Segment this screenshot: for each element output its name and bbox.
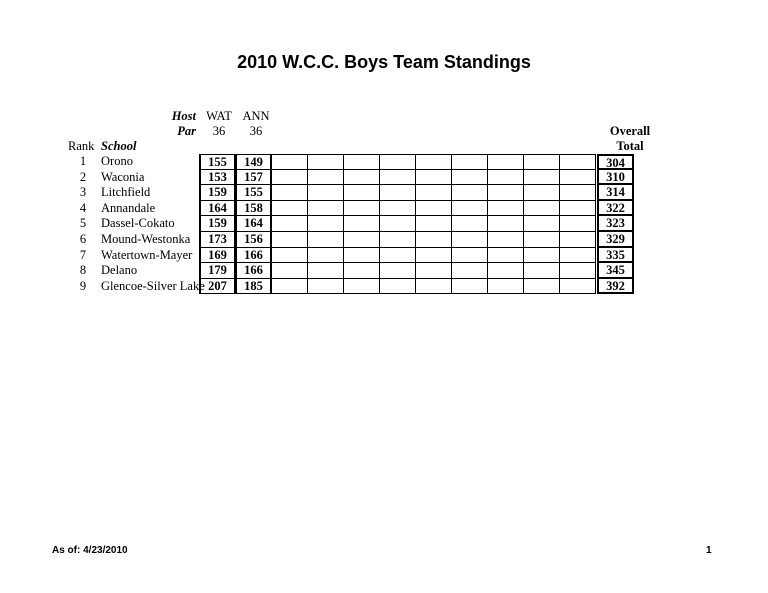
school-cell: Litchfield bbox=[101, 185, 151, 200]
rank-cell: 5 bbox=[79, 216, 87, 231]
empty-score-cell bbox=[415, 170, 452, 186]
score-cell-2: 157 bbox=[235, 170, 272, 186]
empty-score-cell bbox=[343, 279, 380, 295]
empty-score-cell bbox=[559, 248, 596, 264]
course-host-1: WAT bbox=[206, 109, 232, 123]
empty-score-cell bbox=[415, 154, 452, 170]
table-row bbox=[66, 185, 634, 201]
rank-cell: 7 bbox=[79, 247, 87, 262]
rank-cell: 9 bbox=[79, 278, 87, 293]
score-cell-2: 185 bbox=[235, 279, 272, 295]
table-row bbox=[66, 248, 634, 264]
table-row bbox=[66, 170, 634, 186]
empty-score-cell bbox=[379, 201, 416, 217]
empty-score-cell bbox=[487, 248, 524, 264]
empty-score-cell bbox=[487, 154, 524, 170]
school-header: School bbox=[101, 139, 137, 153]
as-of-date: As of: 4/23/2010 bbox=[52, 545, 128, 556]
empty-score-cell bbox=[559, 263, 596, 279]
page-number: 1 bbox=[706, 545, 712, 556]
rank-cell: 2 bbox=[79, 169, 87, 184]
total-cell: 335 bbox=[597, 248, 634, 264]
score-cell-1: 207 bbox=[199, 279, 236, 295]
empty-score-cell bbox=[343, 216, 380, 232]
empty-score-cell bbox=[451, 279, 488, 295]
total-cell: 329 bbox=[597, 232, 634, 248]
empty-score-cell bbox=[271, 279, 308, 295]
empty-score-cell bbox=[451, 154, 488, 170]
score-cell-1: 155 bbox=[199, 154, 236, 170]
empty-score-cell bbox=[379, 185, 416, 201]
empty-score-cell bbox=[487, 279, 524, 295]
score-cell-2: 149 bbox=[235, 154, 272, 170]
empty-score-cell bbox=[523, 154, 560, 170]
empty-score-cell bbox=[271, 263, 308, 279]
empty-score-cell bbox=[487, 170, 524, 186]
empty-score-cell bbox=[415, 248, 452, 264]
rank-cell: 6 bbox=[79, 231, 87, 246]
empty-score-cell bbox=[271, 154, 308, 170]
empty-score-cell bbox=[379, 216, 416, 232]
empty-score-cell bbox=[451, 170, 488, 186]
page-title: 2010 W.C.C. Boys Team Standings bbox=[237, 52, 531, 72]
total-cell: 323 bbox=[597, 216, 634, 232]
table-row bbox=[66, 201, 634, 217]
empty-score-cell bbox=[451, 248, 488, 264]
course-host-2: ANN bbox=[242, 109, 270, 123]
total-cell: 345 bbox=[597, 263, 634, 279]
empty-score-cell bbox=[523, 248, 560, 264]
empty-score-cell bbox=[307, 248, 344, 264]
empty-score-cell bbox=[379, 170, 416, 186]
rank-cell: 3 bbox=[79, 185, 87, 200]
score-cell-1: 169 bbox=[199, 248, 236, 264]
empty-score-cell bbox=[307, 154, 344, 170]
score-cell-2: 155 bbox=[235, 185, 272, 201]
empty-score-cell bbox=[343, 170, 380, 186]
overall-header: Overall bbox=[609, 124, 651, 138]
score-cell-2: 156 bbox=[235, 232, 272, 248]
empty-score-cell bbox=[487, 232, 524, 248]
empty-score-cell bbox=[523, 263, 560, 279]
rank-header: Rank bbox=[68, 139, 95, 153]
empty-score-cell bbox=[343, 248, 380, 264]
empty-score-cell bbox=[451, 216, 488, 232]
empty-score-cell bbox=[523, 170, 560, 186]
score-cell-2: 158 bbox=[235, 201, 272, 217]
empty-score-cell bbox=[487, 185, 524, 201]
empty-score-cell bbox=[523, 185, 560, 201]
score-cell-2: 166 bbox=[235, 263, 272, 279]
empty-score-cell bbox=[343, 232, 380, 248]
table-row bbox=[66, 279, 634, 295]
empty-score-cell bbox=[271, 201, 308, 217]
score-cell-1: 164 bbox=[199, 201, 236, 217]
empty-score-cell bbox=[271, 216, 308, 232]
empty-score-cell bbox=[451, 185, 488, 201]
score-cell-1: 159 bbox=[199, 185, 236, 201]
total-cell: 322 bbox=[597, 201, 634, 217]
empty-score-cell bbox=[559, 154, 596, 170]
score-cell-1: 179 bbox=[199, 263, 236, 279]
school-cell: Orono bbox=[101, 154, 133, 168]
rank-cell: 4 bbox=[79, 200, 87, 215]
empty-score-cell bbox=[379, 232, 416, 248]
empty-score-cell bbox=[343, 263, 380, 279]
empty-score-cell bbox=[271, 170, 308, 186]
empty-score-cell bbox=[343, 154, 380, 170]
empty-score-cell bbox=[487, 201, 524, 217]
empty-score-cell bbox=[415, 263, 452, 279]
table-row bbox=[66, 216, 634, 232]
empty-score-cell bbox=[307, 263, 344, 279]
par-label: Par bbox=[177, 124, 196, 138]
table-row bbox=[66, 232, 634, 248]
empty-score-cell bbox=[415, 201, 452, 217]
total-header: Total bbox=[616, 139, 644, 153]
empty-score-cell bbox=[415, 232, 452, 248]
total-cell: 392 bbox=[597, 279, 634, 295]
school-cell: Annandale bbox=[101, 200, 156, 215]
empty-score-cell bbox=[451, 201, 488, 217]
empty-score-cell bbox=[559, 216, 596, 232]
empty-score-cell bbox=[523, 201, 560, 217]
course-par-2: 36 bbox=[249, 124, 263, 138]
school-cell: Watertown-Mayer bbox=[101, 247, 193, 262]
score-cell-1: 159 bbox=[199, 216, 236, 232]
empty-score-cell bbox=[271, 248, 308, 264]
empty-score-cell bbox=[307, 201, 344, 217]
table-row bbox=[66, 154, 634, 170]
empty-score-cell bbox=[415, 216, 452, 232]
empty-score-cell bbox=[487, 216, 524, 232]
empty-score-cell bbox=[559, 232, 596, 248]
empty-score-cell bbox=[523, 216, 560, 232]
empty-score-cell bbox=[307, 279, 344, 295]
score-cell-1: 153 bbox=[199, 170, 236, 186]
school-cell: Waconia bbox=[101, 169, 145, 184]
school-cell: Mound-Westonka bbox=[101, 231, 191, 246]
empty-score-cell bbox=[343, 201, 380, 217]
empty-score-cell bbox=[451, 232, 488, 248]
score-cell-1: 173 bbox=[199, 232, 236, 248]
empty-score-cell bbox=[379, 154, 416, 170]
rank-cell: 1 bbox=[79, 154, 87, 168]
score-cell-2: 166 bbox=[235, 248, 272, 264]
empty-score-cell bbox=[343, 185, 380, 201]
host-label: Host bbox=[171, 109, 196, 123]
empty-score-cell bbox=[307, 232, 344, 248]
empty-score-cell bbox=[379, 248, 416, 264]
course-par-1: 36 bbox=[212, 124, 226, 138]
empty-score-cell bbox=[487, 263, 524, 279]
total-cell: 310 bbox=[597, 170, 634, 186]
empty-score-cell bbox=[451, 263, 488, 279]
empty-score-cell bbox=[559, 201, 596, 217]
empty-score-cell bbox=[379, 263, 416, 279]
empty-score-cell bbox=[523, 232, 560, 248]
school-cell: Delano bbox=[101, 263, 138, 278]
empty-score-cell bbox=[307, 216, 344, 232]
empty-score-cell bbox=[559, 170, 596, 186]
empty-score-cell bbox=[307, 185, 344, 201]
empty-score-cell bbox=[415, 279, 452, 295]
empty-score-cell bbox=[559, 279, 596, 295]
standings-table bbox=[66, 154, 634, 294]
school-cell: Glencoe-Silver Lake bbox=[101, 278, 205, 293]
empty-score-cell bbox=[559, 185, 596, 201]
table-row bbox=[66, 263, 634, 279]
empty-score-cell bbox=[271, 232, 308, 248]
score-cell-2: 164 bbox=[235, 216, 272, 232]
empty-score-cell bbox=[307, 170, 344, 186]
empty-score-cell bbox=[379, 279, 416, 295]
empty-score-cell bbox=[415, 185, 452, 201]
empty-score-cell bbox=[271, 185, 308, 201]
school-cell: Dassel-Cokato bbox=[101, 216, 175, 231]
rank-cell: 8 bbox=[79, 263, 87, 278]
empty-score-cell bbox=[523, 279, 560, 295]
total-cell: 314 bbox=[597, 185, 634, 201]
total-cell: 304 bbox=[597, 154, 634, 170]
